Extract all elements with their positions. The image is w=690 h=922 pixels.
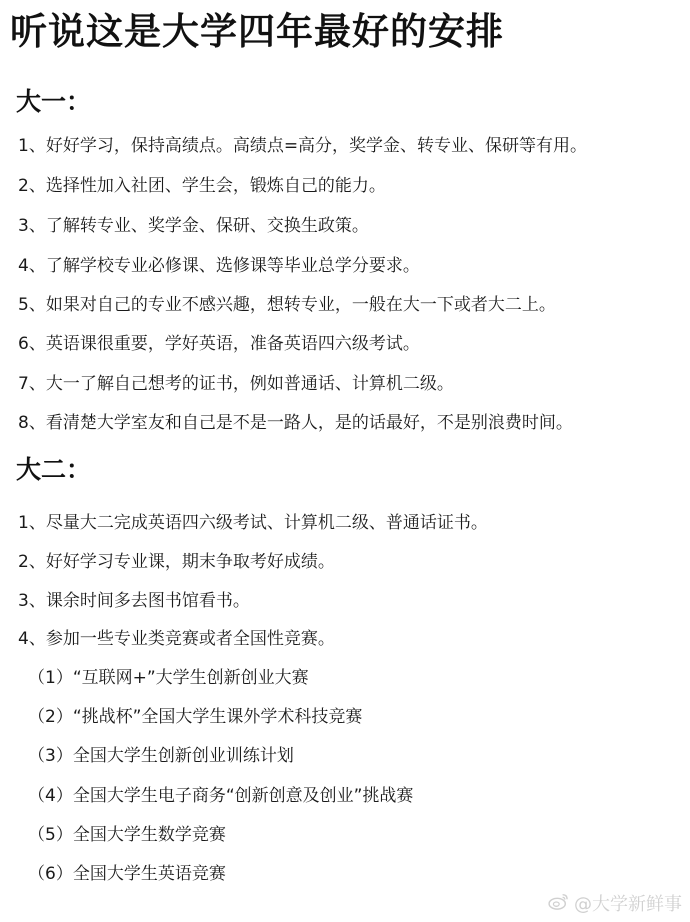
year2-item-3: 3、课余时间多去图书馆看书。 (18, 591, 250, 611)
competition-item-2: （2）“挑战杯”全国大学生课外学术科技竞赛 (28, 707, 363, 727)
weibo-icon (548, 892, 570, 915)
year2-item-1: 1、尽量大二完成英语四六级考试、计算机二级、普通话证书。 (18, 513, 488, 533)
year1-item-8: 8、看清楚大学室友和自己是不是一路人，是的话最好，不是别浪费时间。 (18, 413, 573, 433)
year1-item-5: 5、如果对自己的专业不感兴趣，想转专业，一般在大一下或者大二上。 (18, 295, 556, 315)
page-title: 听说这是大学四年最好的安排 (10, 10, 504, 53)
year1-item-6: 6、英语课很重要，学好英语，准备英语四六级考试。 (18, 334, 420, 354)
watermark (548, 890, 682, 916)
watermark-text: @大学新鲜事 (574, 894, 682, 915)
competition-item-3: （3）全国大学生创新创业训练计划 (28, 746, 294, 766)
year2-item-4: 4、参加一些专业类竞赛或者全国性竞赛。 (18, 629, 335, 649)
competition-item-4: （4）全国大学生电子商务“创新创意及创业”挑战赛 (28, 786, 414, 806)
competition-item-6: （6）全国大学生英语竞赛 (28, 864, 226, 884)
section-heading-year2: 大二： (16, 455, 92, 484)
year2-item-2: 2、好好学习专业课，期末争取考好成绩。 (18, 552, 335, 572)
year1-item-1: 1、好好学习，保持高绩点。高绩点=高分，奖学金、转专业、保研等有用。 (18, 136, 588, 156)
section-heading-year1: 大一： (16, 87, 92, 116)
year1-item-3: 3、了解转专业、奖学金、保研、交换生政策。 (18, 216, 369, 236)
competition-item-1: （1）“互联网+”大学生创新创业大赛 (28, 668, 309, 688)
year1-item-4: 4、了解学校专业必修课、选修课等毕业总学分要求。 (18, 256, 420, 276)
year1-item-2: 2、选择性加入社团、学生会，锻炼自己的能力。 (18, 176, 386, 196)
competition-item-5: （5）全国大学生数学竞赛 (28, 825, 226, 845)
year1-item-7: 7、大一了解自己想考的证书，例如普通话、计算机二级。 (18, 374, 454, 394)
